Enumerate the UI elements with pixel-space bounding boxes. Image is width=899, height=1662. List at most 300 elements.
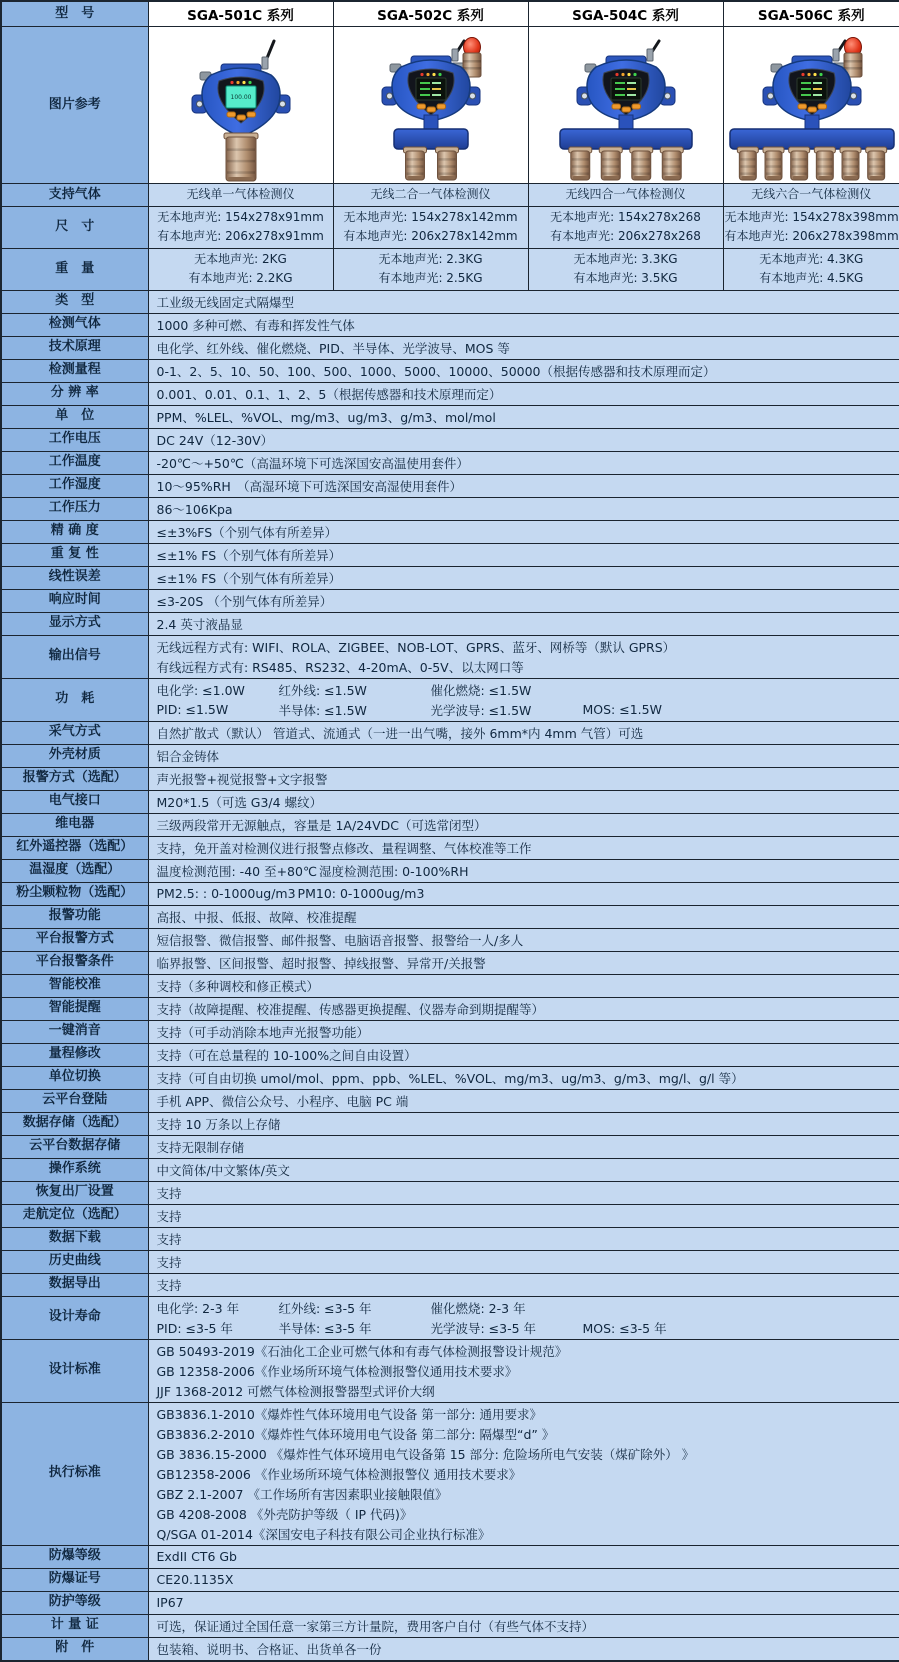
row-label: 云平台登陆	[1, 1089, 148, 1112]
spec-value-segment: 半导体: ≤1.5W	[279, 701, 431, 719]
row-label: 设计标准	[1, 1339, 148, 1402]
spec-value-segment: ≤±1% FS（个别气体有所差异）	[157, 569, 344, 587]
spec-value-line	[157, 1404, 892, 1424]
sensor-head	[814, 147, 835, 180]
sensor-head	[660, 147, 683, 180]
spec-value-line	[157, 680, 892, 700]
row-label: 执行标准	[1, 1402, 148, 1545]
model-header-cell: SGA-506C 系列	[723, 1, 899, 27]
compare-value-cell	[528, 206, 723, 248]
spec-value-line	[157, 1341, 892, 1361]
spec-value-cell	[148, 1545, 899, 1568]
spec-value-line	[157, 1275, 892, 1295]
spec-value-segment: GB 4208-2008 《外壳防护等级（ IP 代码)》	[157, 1505, 415, 1523]
spec-value-cell	[148, 1568, 899, 1591]
spec-value-segment: -20℃～+50℃（高温环境下可选深国安高温使用套件）	[157, 454, 471, 472]
spec-value-cell	[148, 1181, 899, 1204]
spec-value-segment: GB3836.2-2010《爆炸性气体环境用电气设备 第二部分: 隔爆型“d” 》	[157, 1425, 557, 1443]
compare-value-cell	[333, 248, 528, 290]
spec-value-segment: 支持（多种调校和修正模式）	[157, 977, 322, 995]
spec-value-cell	[148, 1339, 899, 1402]
spec-value-segment: JJF 1368-2012 可燃气体检测报警器型式评价大纲	[157, 1382, 437, 1400]
spec-value-segment: PID: ≤3-5 年	[157, 1319, 279, 1337]
spec-value-line	[157, 999, 892, 1019]
spec-value-segment: 1000 多种可燃、有毒和挥发性气体	[157, 316, 357, 334]
spec-value-line	[157, 1444, 892, 1464]
row-label: 重 复 性	[1, 543, 148, 566]
row-label: 走航定位（选配）	[1, 1204, 148, 1227]
spec-value-segment: 手机 APP、微信公众号、小程序、电脑 PC 端	[157, 1092, 411, 1110]
spec-value-segment: 支持	[157, 1207, 279, 1225]
spec-value-line	[157, 1639, 892, 1659]
row-label: 检测量程	[1, 359, 148, 382]
model-header-cell: SGA-501C 系列	[148, 1, 333, 27]
spec-value-line	[157, 568, 892, 588]
spec-value-cell	[148, 951, 899, 974]
spec-value-segment: ≤±1% FS（个别气体有所差异）	[157, 546, 344, 564]
spec-value-segment: IP67	[157, 1595, 279, 1610]
sensor-head	[224, 133, 258, 181]
manifold-bar	[560, 129, 692, 149]
compare-value-cell	[723, 248, 899, 290]
spec-value-cell	[148, 721, 899, 744]
row-label: 粉尘颗粒物（选配）	[1, 882, 148, 905]
compare-value-cell	[148, 206, 333, 248]
status-led	[426, 73, 429, 76]
spec-value-line	[157, 1504, 892, 1524]
spec-value-cell	[148, 928, 899, 951]
spec-value-segment: PPM、%LEL、%VOL、mg/m3、ug/m3、g/m3、mol/mol	[157, 408, 498, 426]
row-label: 工作电压	[1, 428, 148, 451]
row-label: 尺 寸	[1, 206, 148, 248]
sensor-head	[737, 147, 758, 180]
spec-value-cell	[148, 1614, 899, 1637]
spec-value-segment: 0.001、0.01、0.1、1、2、5（根据传感器和技术原理而定）	[157, 385, 504, 403]
spec-value-segment: GB12358-2006 《作业场所环境气体检测报警仪 通用技术要求》	[157, 1465, 524, 1483]
spec-value-segment: 工业级无线固定式隔爆型	[157, 293, 297, 311]
spec-value-cell	[148, 974, 899, 997]
row-label: 防护等级	[1, 1591, 148, 1614]
row-label: 数据存储（选配）	[1, 1112, 148, 1135]
spec-value-segment: 支持（可自由切换 umol/mol、ppm、ppb、%LEL、%VOL、mg/m3、ug/m3、g/m3、mg/l、g/l 等）	[157, 1069, 746, 1087]
spec-value-line	[157, 315, 892, 335]
spec-value-cell	[148, 1227, 899, 1250]
spec-value-cell	[148, 405, 899, 428]
spec-value-cell	[148, 520, 899, 543]
spec-value-segment: 湿度检测范围: 0-100%RH	[319, 862, 471, 880]
compare-value-line: 无线二合一气体检测仪	[335, 185, 527, 205]
spec-value-line	[157, 292, 892, 312]
row-label: 防爆证号	[1, 1568, 148, 1591]
spec-value-segment: 催化燃烧: ≤1.5W	[431, 681, 583, 699]
row-label: 数据下载	[1, 1227, 148, 1250]
spec-value-line	[157, 1616, 892, 1636]
antenna-icon	[262, 41, 274, 69]
row-label: 报警方式（选配）	[1, 767, 148, 790]
compare-value-line: 无线四合一气体检测仪	[530, 185, 722, 205]
spec-value-cell	[148, 474, 899, 497]
spec-value-segment: 催化燃烧: 2-3 年	[431, 1299, 583, 1317]
row-label: 显示方式	[1, 612, 148, 635]
spec-value-segment: MOS: ≤3-5 年	[583, 1319, 735, 1337]
spec-value-segment: 中文简体/中文繁体/英文	[157, 1161, 292, 1179]
row-label: 维电器	[1, 813, 148, 836]
compare-value-line: 无本地声光: 154x278x142mm	[335, 208, 527, 228]
spec-value-line	[157, 1252, 892, 1272]
compare-value-line: 有本地声光: 2.2KG	[150, 269, 332, 289]
product-image-cell	[333, 27, 528, 184]
row-label: 功 耗	[1, 678, 148, 721]
row-label: 历史曲线	[1, 1250, 148, 1273]
compare-value-line: 有本地声光: 206x278x142mm	[335, 227, 527, 247]
spec-value-cell	[148, 635, 899, 678]
spec-value-segment: 红外线: ≤1.5W	[279, 681, 431, 699]
spec-value-segment: 支持（可在总量程的 10-100%之间自由设置）	[157, 1046, 419, 1064]
spec-value-segment: 三级两段常开无源触点，容量是 1A/24VDC（可选常闭型）	[157, 816, 489, 834]
spec-value-line	[157, 1114, 892, 1134]
spec-value-cell	[148, 997, 899, 1020]
spec-value-cell	[148, 1273, 899, 1296]
row-label: 外壳材质	[1, 744, 148, 767]
antenna-icon	[452, 41, 464, 61]
spec-value-segment: 光学波导: ≤1.5W	[431, 701, 583, 719]
spec-value-line	[157, 1547, 892, 1567]
row-label: 响应时间	[1, 589, 148, 612]
spec-value-line	[157, 361, 892, 381]
spec-value-line	[157, 637, 892, 657]
device-image-sga-502c	[343, 33, 519, 183]
row-label-model: 型 号	[1, 1, 148, 27]
spec-value-segment: 临界报警、区间报警、超时报警、掉线报警、异常开/关报警	[157, 954, 488, 972]
spec-value-line	[157, 1160, 892, 1180]
row-label: 技术原理	[1, 336, 148, 359]
spec-value-line	[157, 384, 892, 404]
compare-value-line: 无线单一气体检测仪	[150, 185, 332, 205]
spec-value-segment: ≤±3%FS（个别气体有所差异）	[157, 523, 340, 541]
spec-value-cell	[148, 1043, 899, 1066]
compare-value-cell	[148, 184, 333, 207]
spec-value-segment: ExdII CT6 Gb	[157, 1549, 279, 1564]
spec-value-line	[157, 884, 892, 904]
spec-value-line	[157, 723, 892, 743]
spec-value-segment: Q/SGA 01-2014《深国安电子科技有限公司企业执行标准》	[157, 1525, 493, 1543]
row-label: 线性误差	[1, 566, 148, 589]
spec-value-segment: ≤3-20S （个别气体有所差异）	[157, 592, 335, 610]
spec-value-segment: 有线远程方式有: RS485、RS232、4-20mA、0-5V、以太网口等	[157, 658, 526, 676]
spec-value-cell	[148, 612, 899, 635]
spec-value-line	[157, 1424, 892, 1444]
spec-value-line	[157, 338, 892, 358]
sensor-head	[865, 147, 886, 180]
spec-value-cell	[148, 359, 899, 382]
spec-value-cell	[148, 1089, 899, 1112]
product-image-cell	[148, 27, 333, 184]
compare-value-line: 有本地声光: 3.5KG	[530, 269, 722, 289]
spec-value-segment: PM2.5: : 0-1000ug/m3	[157, 886, 298, 901]
row-label: 重 量	[1, 248, 148, 290]
spec-value-cell	[148, 313, 899, 336]
row-label: 分 辨 率	[1, 382, 148, 405]
spec-value-line	[157, 1091, 892, 1111]
sensor-head	[763, 147, 784, 180]
row-label: 报警功能	[1, 905, 148, 928]
status-led	[438, 73, 441, 76]
spec-value-segment: 支持	[157, 1276, 279, 1294]
spec-value-line	[157, 1464, 892, 1484]
compare-value-line: 无本地声光: 154x278x91mm	[150, 208, 332, 228]
spec-value-cell	[148, 1066, 899, 1089]
spec-value-segment: PM10: 0-1000ug/m3	[298, 886, 450, 901]
row-label-image: 图片参考	[1, 27, 148, 184]
compare-value-cell	[723, 184, 899, 207]
row-label: 单位切换	[1, 1066, 148, 1089]
product-image-cell	[528, 27, 723, 184]
status-led	[813, 73, 816, 76]
spec-value-line	[157, 1361, 892, 1381]
sensor-head	[788, 147, 809, 180]
spec-value-line	[157, 976, 892, 996]
status-led	[236, 81, 239, 84]
spec-value-cell	[148, 290, 899, 313]
status-led	[230, 81, 233, 84]
row-label: 防爆等级	[1, 1545, 148, 1568]
spec-value-segment: GBZ 2.1-2007 《工作场所有害因素职业接触限值》	[157, 1485, 450, 1503]
spec-value-cell	[148, 1296, 899, 1339]
compare-value-cell	[528, 248, 723, 290]
spec-value-line	[157, 746, 892, 766]
spec-value-line	[157, 1318, 892, 1338]
spec-value-segment: M20*1.5（可选 G3/4 螺纹）	[157, 793, 325, 811]
compare-value-line: 有本地声光: 206x278x398mm	[725, 227, 899, 247]
spec-value-line	[157, 522, 892, 542]
row-label: 温湿度（选配）	[1, 859, 148, 882]
status-led	[248, 81, 251, 84]
spec-value-line	[157, 930, 892, 950]
spec-value-cell	[148, 1112, 899, 1135]
status-led	[432, 73, 435, 76]
compare-value-line: 无线六合一气体检测仪	[725, 185, 899, 205]
spec-value-cell	[148, 497, 899, 520]
manifold-bar	[394, 129, 468, 149]
status-led	[621, 73, 624, 76]
spec-value-segment: 支持（故障提醒、校准提醒、传感器更换提醒、仪器寿命到期提醒等）	[157, 1000, 547, 1018]
spec-value-segment: 半导体: ≤3-5 年	[279, 1319, 431, 1337]
spec-value-cell	[148, 566, 899, 589]
spec-value-line	[157, 476, 892, 496]
row-label: 精 确 度	[1, 520, 148, 543]
sensor-head	[568, 147, 591, 180]
spec-value-cell	[148, 589, 899, 612]
spec-value-line	[157, 1206, 892, 1226]
row-label: 平台报警条件	[1, 951, 148, 974]
spec-value-line	[157, 1022, 892, 1042]
row-label: 支持气体	[1, 184, 148, 207]
spec-value-cell	[148, 1402, 899, 1545]
spec-value-segment: 自然扩散式（默认） 管道式、流通式（一进一出气嘴，接外 6mm*内 4mm 气管）可选	[157, 724, 646, 742]
spec-value-segment: 支持无限制存储	[157, 1138, 279, 1156]
spec-value-line	[157, 499, 892, 519]
compare-value-line: 无本地声光: 3.3KG	[530, 250, 722, 270]
spec-value-segment: 支持	[157, 1184, 279, 1202]
spec-value-line	[157, 430, 892, 450]
compare-value-cell	[148, 248, 333, 290]
spec-value-segment: GB 3836.15-2000 《爆炸性气体环境用电气设备第 15 部分: 危险场所电气安装（煤矿除外） 》	[157, 1445, 697, 1463]
spec-value-segment: PID: ≤1.5W	[157, 702, 279, 717]
spec-value-cell	[148, 790, 899, 813]
spec-value-segment: 10～95%RH （高湿环境下可选深国安高湿使用套件）	[157, 477, 465, 495]
status-led	[242, 81, 245, 84]
spec-value-cell	[148, 1158, 899, 1181]
spec-value-line	[157, 407, 892, 427]
spec-value-segment: GB3836.1-2010《爆炸性气体环境用电气设备 第一部分: 通用要求》	[157, 1405, 544, 1423]
status-led	[633, 73, 636, 76]
spec-value-segment: GB 50493-2019《石油化工企业可燃气体和有毒气体检测报警设计规范》	[157, 1342, 570, 1360]
row-label: 采气方式	[1, 721, 148, 744]
spec-value-segment: 86～106Kpa	[157, 500, 279, 518]
row-label: 一键消音	[1, 1020, 148, 1043]
status-led	[627, 73, 630, 76]
spec-value-line	[157, 1381, 892, 1401]
row-label: 工作温度	[1, 451, 148, 474]
spec-value-segment: 光学波导: ≤3-5 年	[431, 1319, 583, 1337]
spec-value-cell	[148, 336, 899, 359]
spec-value-segment: 支持	[157, 1230, 279, 1248]
spec-value-line	[157, 861, 892, 881]
sensor-head	[435, 147, 458, 180]
spec-value-segment: 包装箱、说明书、合格证、出货单各一份	[157, 1640, 384, 1658]
status-led	[819, 73, 822, 76]
spec-value-cell	[148, 836, 899, 859]
spec-value-line	[157, 769, 892, 789]
row-label: 附 件	[1, 1637, 148, 1661]
spec-value-segment: 红外线: ≤3-5 年	[279, 1299, 431, 1317]
spec-value-cell	[148, 882, 899, 905]
spec-value-cell	[148, 451, 899, 474]
compare-value-line: 有本地声光: 4.5KG	[725, 269, 899, 289]
spec-value-cell	[148, 382, 899, 405]
row-label: 检测气体	[1, 313, 148, 336]
device-image-sga-504c	[538, 33, 714, 183]
row-label: 输出信号	[1, 635, 148, 678]
spec-value-line	[157, 792, 892, 812]
spec-value-segment: 温度检测范围: -40 至+80℃	[157, 862, 320, 880]
spec-value-segment: 2.4 英寸液晶显	[157, 615, 279, 633]
screen-reading: 100.00	[230, 94, 251, 101]
spec-value-cell	[148, 744, 899, 767]
spec-value-line	[157, 815, 892, 835]
spec-value-cell	[148, 813, 899, 836]
spec-value-cell	[148, 1020, 899, 1043]
spec-value-segment: GB 12358-2006《作业场所环境气体检测报警仪通用技术要求》	[157, 1362, 520, 1380]
sensor-head	[599, 147, 622, 180]
spec-value-segment: 支持 10 万条以上存储	[157, 1115, 283, 1133]
spec-value-segment: 支持（可手动消除本地声光报警功能）	[157, 1023, 372, 1041]
spec-value-line	[157, 1484, 892, 1504]
compare-value-line: 无本地声光: 4.3KG	[725, 250, 899, 270]
spec-value-segment: 支持	[157, 1253, 279, 1271]
row-label: 智能提醒	[1, 997, 148, 1020]
compare-value-line: 无本地声光: 154x278x398mm	[725, 208, 899, 228]
row-label: 平台报警方式	[1, 928, 148, 951]
compare-value-cell	[333, 184, 528, 207]
spec-value-cell	[148, 767, 899, 790]
compare-value-line: 有本地声光: 206x278x91mm	[150, 227, 332, 247]
compare-value-line: 无本地声光: 2KG	[150, 250, 332, 270]
row-label: 恢复出厂设置	[1, 1181, 148, 1204]
spec-value-line	[157, 1524, 892, 1544]
compare-value-line: 有本地声光: 2.5KG	[335, 269, 527, 289]
spec-value-line	[157, 1068, 892, 1088]
row-label: 单 位	[1, 405, 148, 428]
spec-value-segment: 铝合金铸体	[157, 747, 279, 765]
status-led	[615, 73, 618, 76]
row-label: 工作湿度	[1, 474, 148, 497]
row-label: 设计寿命	[1, 1296, 148, 1339]
spec-value-line	[157, 1045, 892, 1065]
sensor-head	[403, 147, 426, 180]
spec-value-cell	[148, 1591, 899, 1614]
row-label: 数据导出	[1, 1273, 148, 1296]
spec-value-line	[157, 838, 892, 858]
spec-value-line	[157, 1229, 892, 1249]
antenna-icon	[647, 41, 659, 61]
compare-value-line: 有本地声光: 206x278x268	[530, 227, 722, 247]
spec-value-line	[157, 614, 892, 634]
product-image-cell	[723, 27, 899, 184]
spec-value-segment: CE20.1135X	[157, 1572, 279, 1587]
device-image-sga-501c	[153, 33, 329, 183]
spec-value-segment: 可选，保证通过全国任意一家第三方计量院，费用客户自付（有些气体不支持）	[157, 1617, 597, 1635]
manifold-bar	[730, 129, 894, 149]
spec-value-segment: DC 24V（12-30V）	[157, 431, 279, 449]
spec-value-line	[157, 657, 892, 677]
spec-value-line	[157, 545, 892, 565]
spec-value-cell	[148, 543, 899, 566]
spec-value-line	[157, 1137, 892, 1157]
compare-value-line: 无本地声光: 154x278x268	[530, 208, 722, 228]
row-label: 云平台数据存储	[1, 1135, 148, 1158]
spec-value-cell	[148, 428, 899, 451]
row-label: 计 量 证	[1, 1614, 148, 1637]
status-led	[420, 73, 423, 76]
compare-value-cell	[528, 184, 723, 207]
spec-value-cell	[148, 1250, 899, 1273]
spec-value-line	[157, 700, 892, 720]
spec-value-line	[157, 1298, 892, 1318]
spec-value-segment: 0-1、2、5、10、50、100、500、1000、5000、10000、50000（根据传感器和技术原理而定）	[157, 362, 718, 380]
spec-value-cell	[148, 678, 899, 721]
status-led	[807, 73, 810, 76]
spec-value-segment: 支持，免开盖对检测仪进行报警点修改、量程调整、气体校准等工作	[157, 839, 534, 857]
model-header-cell: SGA-502C 系列	[333, 1, 528, 27]
row-label: 操作系统	[1, 1158, 148, 1181]
spec-value-cell	[148, 1637, 899, 1661]
compare-value-cell	[723, 206, 899, 248]
row-label: 电气接口	[1, 790, 148, 813]
row-label: 工作压力	[1, 497, 148, 520]
spec-value-line	[157, 1570, 892, 1590]
spec-value-line	[157, 907, 892, 927]
spec-value-segment: 电化学: ≤1.0W	[157, 681, 279, 699]
status-led	[801, 73, 804, 76]
compare-value-cell	[333, 206, 528, 248]
spec-value-line	[157, 1183, 892, 1203]
spec-value-cell	[148, 859, 899, 882]
spec-value-cell	[148, 1204, 899, 1227]
spec-value-line	[157, 591, 892, 611]
row-label: 红外遥控器（选配）	[1, 836, 148, 859]
spec-value-segment: 短信报警、微信报警、邮件报警、电脑语音报警、报警给一人/多人	[157, 931, 526, 949]
